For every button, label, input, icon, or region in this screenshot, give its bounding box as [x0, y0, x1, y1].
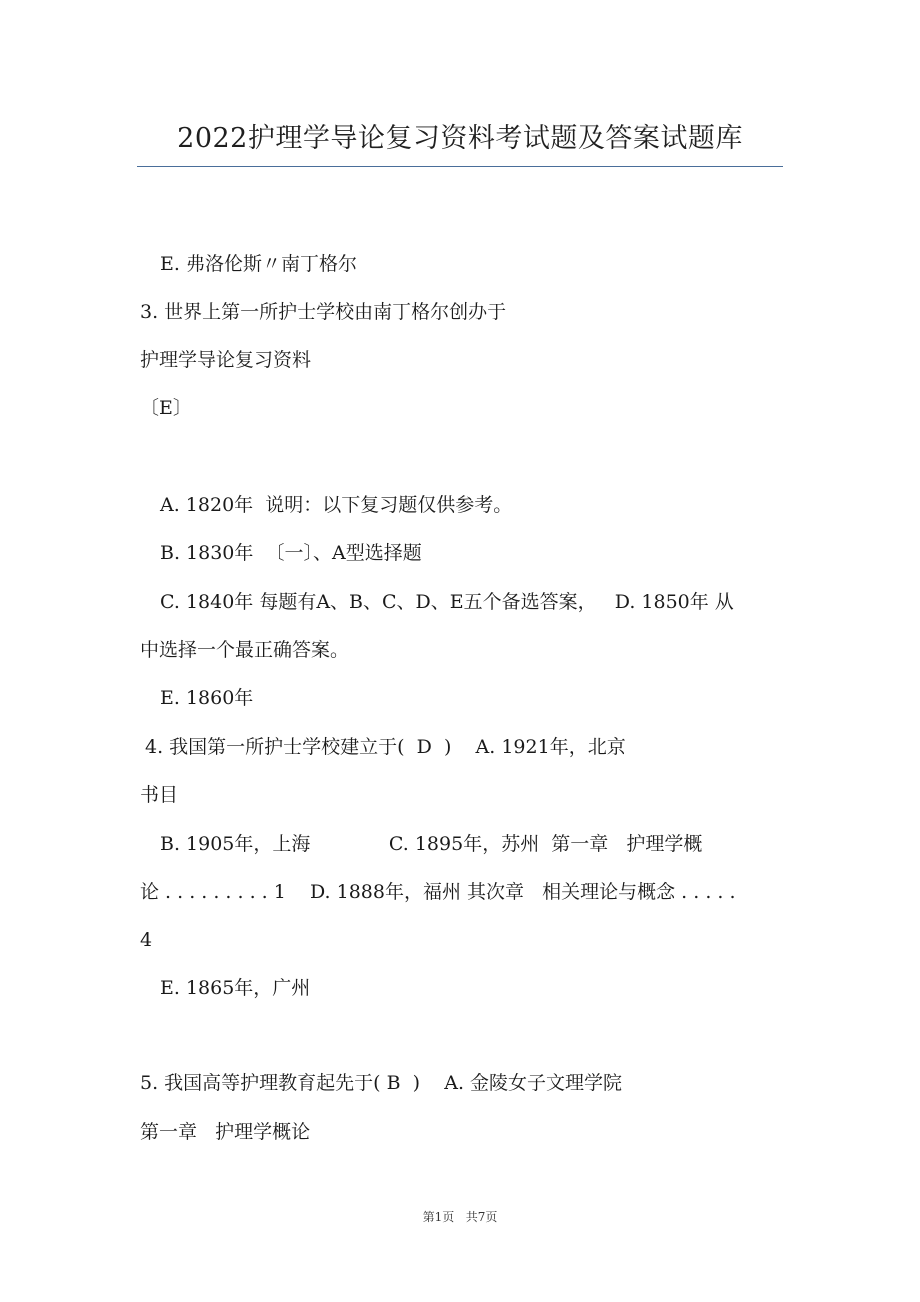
- text-line: 护理学导论复习资料: [140, 349, 312, 371]
- text-line: 论 . . . . . . . . . 1 D. 1888年，福州 其次章 相关理论与概念 . . . . .: [140, 881, 736, 903]
- page-footer: 第1页 共7页: [422, 1210, 498, 1224]
- text-line: E. 1860年: [160, 687, 254, 709]
- document-title: 2022护理学导论复习资料考试题及答案试题库: [177, 123, 743, 154]
- text-line: B. 1830年 〔一〕、A型选择题: [160, 542, 422, 564]
- text-line: 4: [140, 929, 153, 951]
- title-underline: [137, 166, 783, 167]
- text-line: 中选择一个最正确答案。: [140, 639, 350, 661]
- text-line: 5. 我国高等护理教育起先于( B ) A. 金陵女子文理学院: [140, 1072, 623, 1094]
- text-line: A. 1820年 说明：以下复习题仅供参考。: [160, 494, 513, 516]
- text-line: 书目: [140, 784, 179, 806]
- text-line: 4. 我国第一所护士学校建立于( D ) A. 1921年，北京: [145, 736, 626, 758]
- text-line: 第一章 护理学概论: [140, 1121, 311, 1143]
- text-line: E. 弗洛伦斯〃南丁格尔: [160, 253, 357, 275]
- text-line: C. 1840年 每题有A、B、C、D、E五个备选答案， D. 1850年 从: [160, 591, 734, 613]
- text-line: 3. 世界上第一所护士学校由南丁格尔创办于: [140, 301, 507, 323]
- text-line: E. 1865年，广州: [160, 977, 311, 999]
- text-line: 〔E〕: [140, 397, 192, 419]
- text-line: B. 1905年，上海 C. 1895年，苏州 第一章 护理学概: [160, 833, 703, 855]
